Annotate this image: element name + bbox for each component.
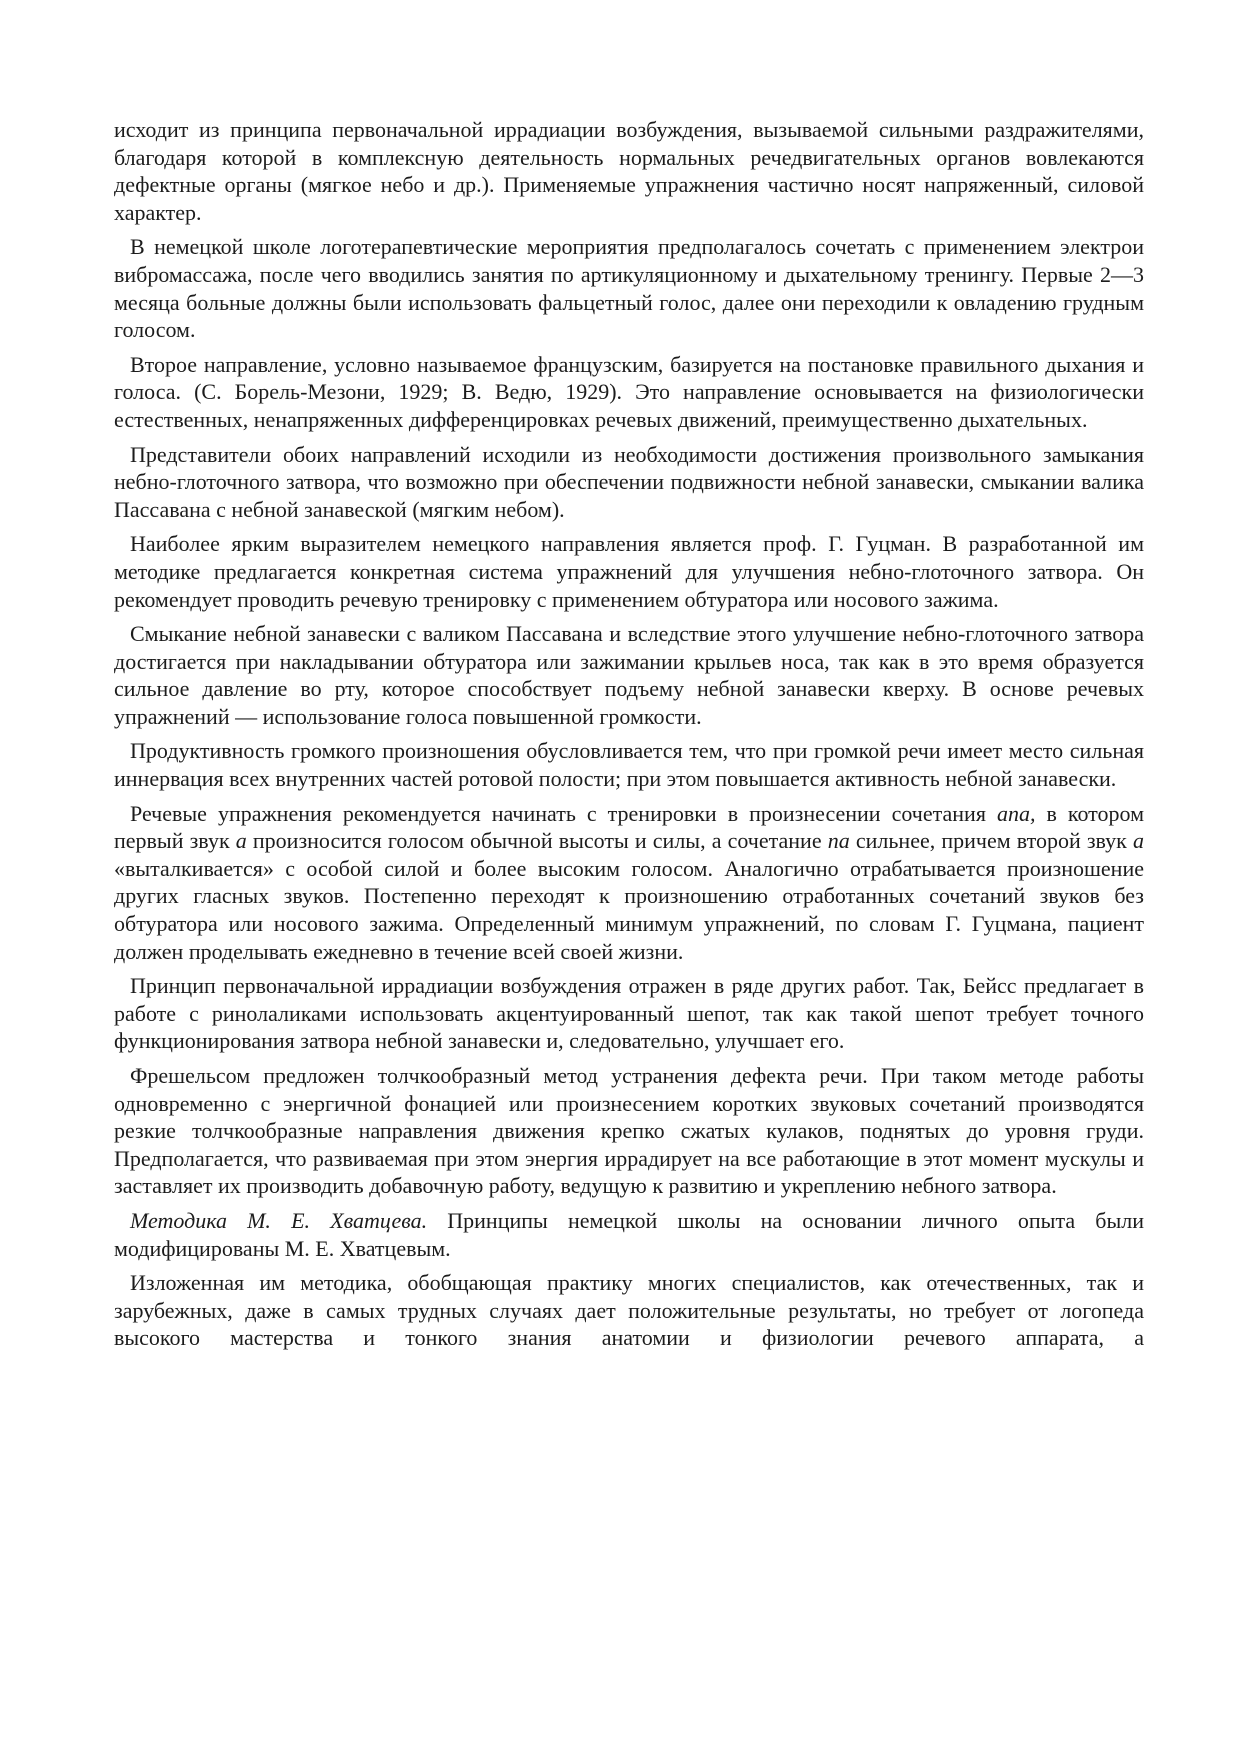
- italic-text-segment: Методика М. Е. Хватцева.: [130, 1207, 428, 1233]
- paragraph: [114, 1269, 1144, 1352]
- text-segment: сильнее, причем второй звук: [849, 828, 1133, 854]
- italic-text-segment: а: [1133, 828, 1144, 854]
- paragraph: [114, 441, 1144, 524]
- italic-text-segment: а: [235, 828, 247, 854]
- text-segment: Принцип первоначальной иррадиации возбуждения отражен в ряде других работ. Так, Бейсс предлагает в работе с ринолаликами использовать акцентуированный шепот, так как такой шепот требует точного функционирования затвора небной занавески и, следовательно, улучшает его.: [114, 973, 1144, 1054]
- text-segment: Наиболее ярким выразителем немецкого направления является проф. Г. Гуцман. В разработанной им методике предлагается конкретная система упражнений для улучшения небно-глоточного затвора. Он рекомендует проводить речевую тренировку с применением обтуратора или носового зажима.: [114, 531, 1144, 612]
- text-segment: Фрешельсом предложен толчкообразный метод устранения дефекта речи. При таком методе работы одновременно с энергичной фонацией или произнесением коротких звуковых сочетаний производятся резкие толчкообразные направления движения крепко сжатых кулаков, поднятых до уровня груди. Предполагается, что развиваемая при этом энергия иррадирует на все работающие в этот момент мускулы и заставляет их производить добавочную работу, ведущую к развитию и укреплению небного затвора.: [114, 1063, 1144, 1199]
- text-segment: «выталкивается» с особой силой и более высоким голосом. Аналогично отрабатывается произношение других гласных звуков. Постепенно переходят к произношению отработанных сочетаний звуков без обтуратора или носового зажима. Определенный минимум упражнений, по словам Г. Гуцмана, пациент должен проделывать ежедневно в течение всей своей жизни.: [114, 855, 1144, 964]
- paragraph: [114, 1062, 1144, 1200]
- paragraph: [114, 972, 1144, 1055]
- text-segment: Речевые упражнения рекомендуется начинать с тренировки в произнесении сочетания: [130, 800, 997, 826]
- text-segment: Второе направление, условно называемое французским, базируется на постановке правильного дыхания и голоса. (С. Борель-Мезони, 1929; В. Ведю, 1929). Это направление основывается на физиологически естественных, ненапряженных дифференцировках речевых движений, преимущественно дыхательных.: [114, 351, 1144, 432]
- paragraph: [114, 1207, 1144, 1262]
- text-segment: Изложенная им методика, обобщающая практику многих специалистов, как отечественных, так и зарубежных, даже в самых трудных случаях дает положительные результаты, но требует от логопеда высокого мастерства и тонкого знания анатомии и физиологии речевого аппарата, а: [114, 1270, 1144, 1351]
- text-segment: В немецкой школе логотерапевтические мероприятия предполагалось сочетать с применением электрои вибромассажа, после чего вводились занятия по артикуляционному и дыхательному тренингу. Первые 2—3 месяца больные должны были использовать фальцетный голос, далее они переходили к овладению грудным голосом.: [114, 234, 1144, 343]
- text-segment: Представители обоих направлений исходили из необходимости достижения произвольного замыкания небно-глоточного затвора, что возможно при обеспечении подвижности небной занавески, смыкании валика Пассавана с небной занавеской (мягким небом).: [114, 441, 1144, 522]
- paragraph: [114, 351, 1144, 434]
- text-segment: произносится голосом обычной высоты и силы, а сочетание: [246, 828, 828, 854]
- paragraph: [114, 116, 1144, 226]
- italic-text-segment: апа,: [996, 800, 1036, 826]
- body-text: [114, 116, 1144, 1352]
- paragraph: [114, 233, 1144, 343]
- text-segment: Смыкание небной занавески с валиком Пассавана и вследствие этого улучшение небно-глоточного затвора достигается при накладывании обтуратора или зажимании крыльев носа, так как в это время образуется сильное давление во рту, которое способствует подъему небной занавески кверху. В основе речевых упражнений — использование голоса повышенной громкости.: [114, 621, 1144, 729]
- text-segment: исходит из принципа первоначальной иррадиации возбуждения, вызываемой сильными раздражителями, благодаря которой в комплексную деятельность нормальных речедвигательных органов вовлекаются дефектные органы (мягкое небо и др.). Применяемые упражнения частично носят напряженный, силовой характер.: [114, 117, 1144, 225]
- paragraph: [114, 800, 1144, 966]
- paragraph: [114, 620, 1144, 730]
- italic-text-segment: па: [827, 828, 850, 854]
- paragraph: [114, 530, 1144, 613]
- text-segment: Принципы немецкой школы на основании личного опыта были модифицированы М. Е. Хватцевым.: [114, 1207, 1144, 1261]
- text-segment: Продуктивность громкого произношения обусловливается тем, что при громкой речи имеет место сильная иннервация всех внутренних частей ротовой полости; при этом повышается активность небной занавески.: [114, 738, 1144, 792]
- paragraph: [114, 737, 1144, 792]
- text-segment: в котором первый звук: [114, 800, 1145, 854]
